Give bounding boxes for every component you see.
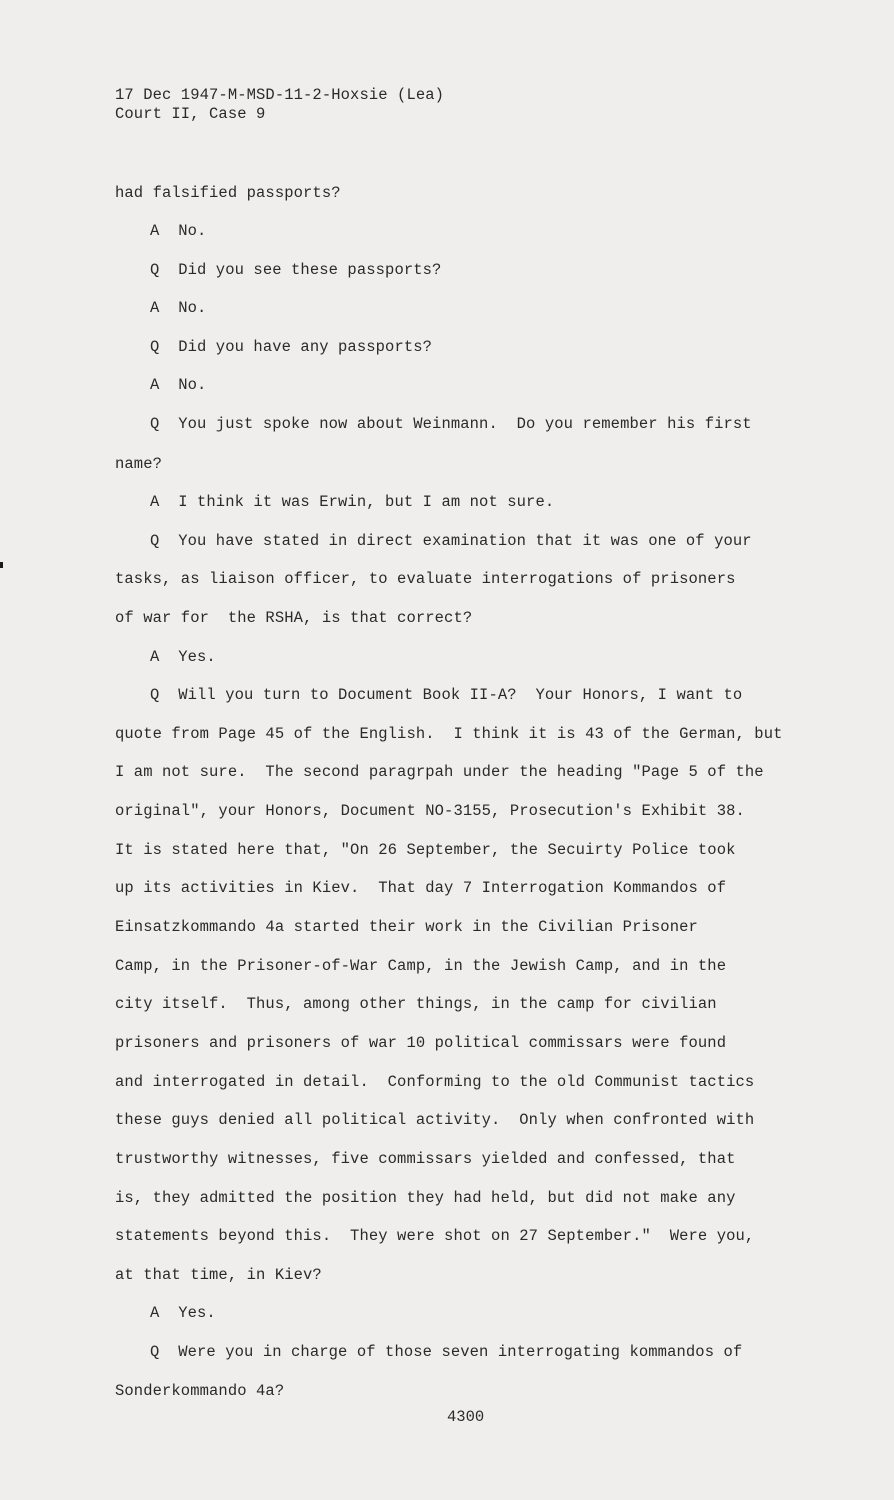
header-date-line: 17 Dec 1947-M-MSD-11-2-Hoxsie (Lea) bbox=[115, 86, 445, 104]
transcript-line: A Yes. bbox=[150, 1304, 216, 1322]
transcript-line: I am not sure. The second paragrpah under the heading "Page 5 of the bbox=[115, 763, 764, 781]
transcript-line: A I think it was Erwin, but I am not sure. bbox=[150, 493, 555, 511]
transcript-line: tasks, as liaison officer, to evaluate interrogations of prisoners bbox=[115, 570, 736, 588]
transcript-line: A No. bbox=[150, 299, 207, 317]
transcript-line: is, they admitted the position they had held, but did not make any bbox=[115, 1189, 736, 1207]
transcript-line: of war for the RSHA, is that correct? bbox=[115, 609, 473, 627]
transcript-line: Q Will you turn to Document Book II-A? Your Honors, I want to bbox=[150, 686, 743, 704]
transcript-line: at that time, in Kiev? bbox=[115, 1266, 322, 1284]
transcript-line: and interrogated in detail. Conforming to the old Communist tactics bbox=[115, 1073, 755, 1091]
transcript-line: Q Did you see these passports? bbox=[150, 261, 442, 279]
transcript-line: trustworthy witnesses, five commissars yielded and confessed, that bbox=[115, 1150, 736, 1168]
transcript-line: A Yes. bbox=[150, 648, 216, 666]
transcript-line: Sonderkommando 4a? bbox=[115, 1382, 285, 1400]
transcript-line: up its activities in Kiev. That day 7 Interrogation Kommandos of bbox=[115, 879, 727, 897]
transcript-line: Q Were you in charge of those seven interrogating kommandos of bbox=[150, 1343, 743, 1361]
transcript-line: It is stated here that, "On 26 September, the Secuirty Police took bbox=[115, 841, 736, 859]
header-court-line: Court II, Case 9 bbox=[115, 105, 266, 123]
transcript-line: Q You have stated in direct examination that it was one of your bbox=[150, 532, 752, 550]
transcript-line: quote from Page 45 of the English. I think it is 43 of the German, but bbox=[115, 725, 783, 743]
transcript-line: original", your Honors, Document NO-3155, Prosecution's Exhibit 38. bbox=[115, 802, 745, 820]
page-number: 4300 bbox=[447, 1408, 485, 1426]
transcript-line: A No. bbox=[150, 376, 207, 394]
transcript-line: statements beyond this. They were shot on 27 September." Were you, bbox=[115, 1227, 755, 1245]
margin-mark bbox=[0, 562, 3, 568]
transcript-line: Q You just spoke now about Weinmann. Do you remember his first bbox=[150, 415, 752, 433]
transcript-line: had falsified passports? bbox=[115, 184, 341, 202]
transcript-line: name? bbox=[115, 455, 163, 473]
transcript-line: Einsatzkommando 4a started their work in the Civilian Prisoner bbox=[115, 918, 698, 936]
transcript-line: Camp, in the Prisoner-of-War Camp, in the Jewish Camp, and in the bbox=[115, 957, 727, 975]
transcript-line: Q Did you have any passports? bbox=[150, 338, 433, 356]
transcript-line: A No. bbox=[150, 222, 207, 240]
transcript-line: prisoners and prisoners of war 10 political commissars were found bbox=[115, 1034, 727, 1052]
transcript-line: city itself. Thus, among other things, in the camp for civilian bbox=[115, 995, 717, 1013]
transcript-line: these guys denied all political activity. Only when confronted with bbox=[115, 1111, 755, 1129]
